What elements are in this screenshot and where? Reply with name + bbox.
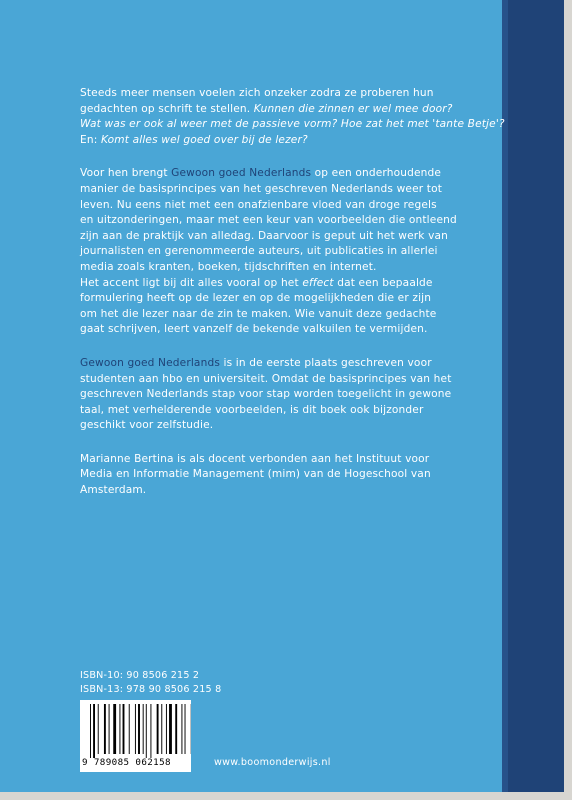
isbn-line: ISBN-10: 90 8506 215 2 [80, 670, 200, 681]
text-line [80, 198, 475, 214]
paragraph [80, 166, 475, 338]
text-line [80, 452, 475, 468]
text-line [80, 260, 475, 276]
text-segment: dat een bepaalde [333, 276, 433, 289]
barcode-bar [113, 704, 116, 754]
text-line [80, 182, 475, 198]
text-segment: gedachten op schrift te stellen. [80, 102, 254, 115]
text-line [80, 387, 475, 403]
barcode-bar [175, 704, 177, 754]
text-line [80, 102, 475, 118]
text-segment: Het accent ligt bij dit alles vooral op het [80, 276, 303, 289]
text-line [80, 86, 475, 102]
barcode-bar [123, 704, 125, 754]
text-segment: taal, met verhelderende voorbeelden, is dit boek ook bijzonder [80, 403, 424, 416]
barcode-bar [104, 704, 106, 754]
paragraph [80, 86, 505, 148]
blurb-text [80, 86, 505, 517]
italic-text: Kunnen die zinnen er wel mee door? [253, 102, 453, 115]
barcode-bar [157, 704, 159, 754]
text-segment: leven. Nu eens niet met een onafzienbare vloed van droge regels [80, 198, 437, 211]
text-line [80, 356, 475, 372]
paragraph [80, 452, 475, 499]
text-line [80, 307, 475, 323]
barcode-number: 9 789085 062158 [82, 757, 171, 768]
barcode-bar [93, 704, 95, 758]
paragraph [80, 356, 475, 434]
text-line [80, 372, 475, 388]
barcode-bar [150, 704, 151, 758]
text-line [80, 276, 475, 292]
text-segment: formulering heeft op de lezer en op de mogelijkheden die er zijn [80, 292, 432, 305]
text-line [80, 467, 475, 483]
isbn-line: ISBN-13: 978 90 8506 215 8 [80, 684, 222, 695]
barcode-bar [109, 704, 110, 754]
text-segment: op een onderhoudende [311, 167, 442, 180]
book-spine [508, 0, 572, 800]
barcode-bar [146, 704, 147, 758]
barcode-bar [135, 704, 136, 754]
barcode-bar [119, 704, 120, 754]
text-line [80, 418, 475, 434]
text-line [80, 117, 505, 133]
book-title-reference: Gewoon goed Nederlands [80, 356, 220, 369]
text-line [80, 291, 475, 307]
publisher-website: www.boomonderwijs.nl [214, 757, 331, 768]
barcode-bar [129, 704, 130, 754]
text-segment: geschikt voor zelfstudie. [80, 419, 214, 432]
barcode-bars [80, 700, 191, 758]
page-edge-bottom [0, 792, 572, 800]
italic-text: Komt alles wel goed over bij de lezer? [100, 133, 308, 146]
text-line [80, 229, 475, 245]
barcode-bar [166, 704, 167, 754]
text-line [80, 483, 475, 499]
text-segment: studenten aan hbo en universiteit. Omdat de basisprincipes van het [80, 372, 452, 385]
text-line [80, 244, 475, 260]
text-segment: Steeds meer mensen voelen zich onzeker zodra ze proberen hun [80, 87, 434, 99]
italic-text: effect [302, 276, 334, 289]
barcode-bar [143, 704, 144, 754]
italic-text: Wat was er ook al weer met de passieve vorm? Hoe zat het met 'tante Betje'? [80, 118, 505, 131]
barcode-bar [90, 704, 91, 758]
text-segment: media zoals kranten, boeken, tijdschriften en internet. [80, 260, 377, 273]
text-segment: is in de eerste plaats geschreven voor [219, 356, 432, 369]
book-title-reference: Gewoon goed Nederlands [171, 167, 312, 180]
text-segment: Media en Informatie Management (mim) van de Hogeschool van [80, 468, 431, 481]
text-line [80, 403, 475, 419]
text-segment: en uitzonderingen, maar met een keur van voorbeelden die ontleend [80, 214, 457, 227]
text-segment: En: [80, 133, 101, 146]
barcode-bar [181, 704, 182, 754]
text-segment: manier de basisprincipes van het geschreven Nederlands weer tot [80, 182, 443, 195]
barcode [80, 700, 191, 772]
text-segment: Marianne Bertina is als docent verbonden aan het Instituut voor [80, 452, 430, 465]
page-edge-right [564, 0, 572, 800]
text-segment: Amsterdam. [80, 484, 147, 497]
text-line [80, 133, 475, 149]
text-line [80, 213, 475, 229]
text-segment: zijn aan de praktijk van alledag. Daarvoor is geput uit het werk van [80, 229, 448, 242]
text-line [80, 166, 475, 182]
text-segment: om het die lezer naar de zin te maken. Wie vanuit deze gedachte [80, 307, 437, 320]
text-segment: journalisten en gerenommeerde auteurs, uit publicaties in allerlei [80, 245, 438, 258]
text-line [80, 322, 475, 338]
barcode-bar [98, 704, 99, 754]
barcode-bar [169, 704, 172, 754]
barcode-bar [161, 704, 162, 754]
barcode-bar [185, 704, 186, 754]
text-segment: geschreven Nederlands stap voor stap worden toegelicht in gewone [80, 388, 452, 401]
text-segment: gaat schrijven, leert vanzelf de bekende valkuilen te vermijden. [80, 323, 428, 336]
isbn-block [80, 669, 221, 697]
text-segment: Voor hen brengt [80, 167, 172, 180]
barcode-bar [138, 704, 140, 754]
